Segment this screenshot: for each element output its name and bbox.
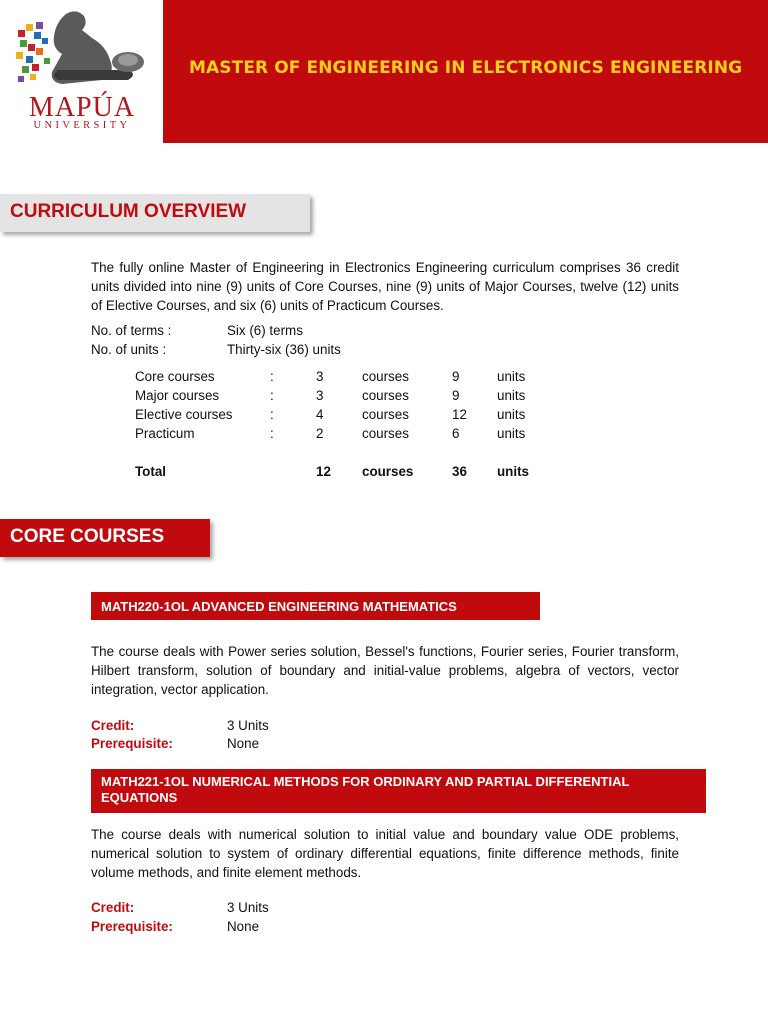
separator: :	[270, 407, 274, 422]
curriculum-overview-heading	[0, 194, 310, 232]
unit-count: 12	[452, 407, 467, 422]
credit-value: 3 Units	[227, 718, 269, 733]
unit-count: 6	[452, 426, 460, 441]
university-logo	[0, 0, 163, 143]
logo-wordmark: MAPÚA	[28, 92, 136, 123]
unit-count: 9	[452, 388, 460, 403]
prerequisite-value: None	[227, 736, 260, 751]
prerequisite-label: Prerequisite:	[91, 919, 173, 934]
terms-label: No. of terms :	[91, 323, 172, 338]
units-word: units	[497, 426, 526, 441]
courses-word: courses	[362, 407, 409, 422]
logo-emblem-icon	[0, 0, 163, 95]
overview-intro: The fully online Master of Engineering in Electronics Engineering curriculum comprises 36 credit units divided into nine (9) units of Core Courses, nine (9) units of Major Courses, twelve (12) units of Elective Courses, and six (6) units of Practicum Courses.	[91, 260, 679, 313]
units-word: units	[497, 407, 526, 422]
courses-word: courses	[362, 426, 409, 441]
course-description: The course deals with Power series solution, Bessel's functions, Fourier series, Fourier transform, Hilbert transform, solution of boundary and initial-value problems, algebra of vectors, vector integration, vector application.	[91, 644, 679, 697]
terms-value: Six (6) terms	[227, 323, 303, 338]
core-courses-heading	[0, 519, 210, 557]
section-heading-text: CURRICULUM OVERVIEW	[10, 201, 247, 222]
course-type: Major courses	[135, 388, 220, 403]
course-count: 3	[316, 388, 324, 403]
separator: :	[270, 388, 274, 403]
course-count: 2	[316, 426, 324, 441]
total-unit-count: 36	[452, 464, 467, 479]
units-label: No. of units :	[91, 342, 167, 357]
course-title-bar: MATH221-1OL NUMERICAL METHODS FOR ORDINARY AND PARTIAL DIFFERENTIAL EQUATIONS	[91, 769, 706, 813]
courses-word: courses	[362, 388, 409, 403]
units-value: Thirty-six (36) units	[227, 342, 341, 357]
units-word: units	[497, 388, 526, 403]
credit-label: Credit:	[91, 900, 135, 915]
credit-value: 3 Units	[227, 900, 269, 915]
course-count: 3	[316, 369, 324, 384]
course-type: Core courses	[135, 369, 215, 384]
separator: :	[270, 426, 274, 441]
prerequisite-value: None	[227, 919, 260, 934]
course-description: The course deals with numerical solution to initial value and boundary value ODE problems, numerical solution to system of ordinary differential equations, finite difference methods, finite volume methods, and finite element methods.	[91, 827, 679, 880]
logo-subtitle: UNIVERSITY	[33, 120, 131, 131]
page-title: MASTER OF ENGINEERING IN ELECTRONICS ENGINEERING	[189, 58, 743, 78]
courses-word: courses	[362, 369, 409, 384]
separator: :	[270, 369, 274, 384]
header-banner	[163, 0, 768, 143]
credit-label: Credit:	[91, 718, 135, 733]
course-count: 4	[316, 407, 324, 422]
course-title-bar: MATH220-1OL ADVANCED ENGINEERING MATHEMATICS	[91, 592, 540, 620]
total-label: Total	[135, 464, 166, 479]
section-heading-text: CORE COURSES	[10, 526, 165, 547]
total-courses-word: courses	[362, 464, 414, 479]
course-type: Practicum	[135, 426, 195, 441]
units-word: units	[497, 369, 526, 384]
unit-count: 9	[452, 369, 460, 384]
total-units-word: units	[497, 464, 529, 479]
prerequisite-label: Prerequisite:	[91, 736, 173, 751]
total-course-count: 12	[316, 464, 331, 479]
course-type: Elective courses	[135, 407, 233, 422]
